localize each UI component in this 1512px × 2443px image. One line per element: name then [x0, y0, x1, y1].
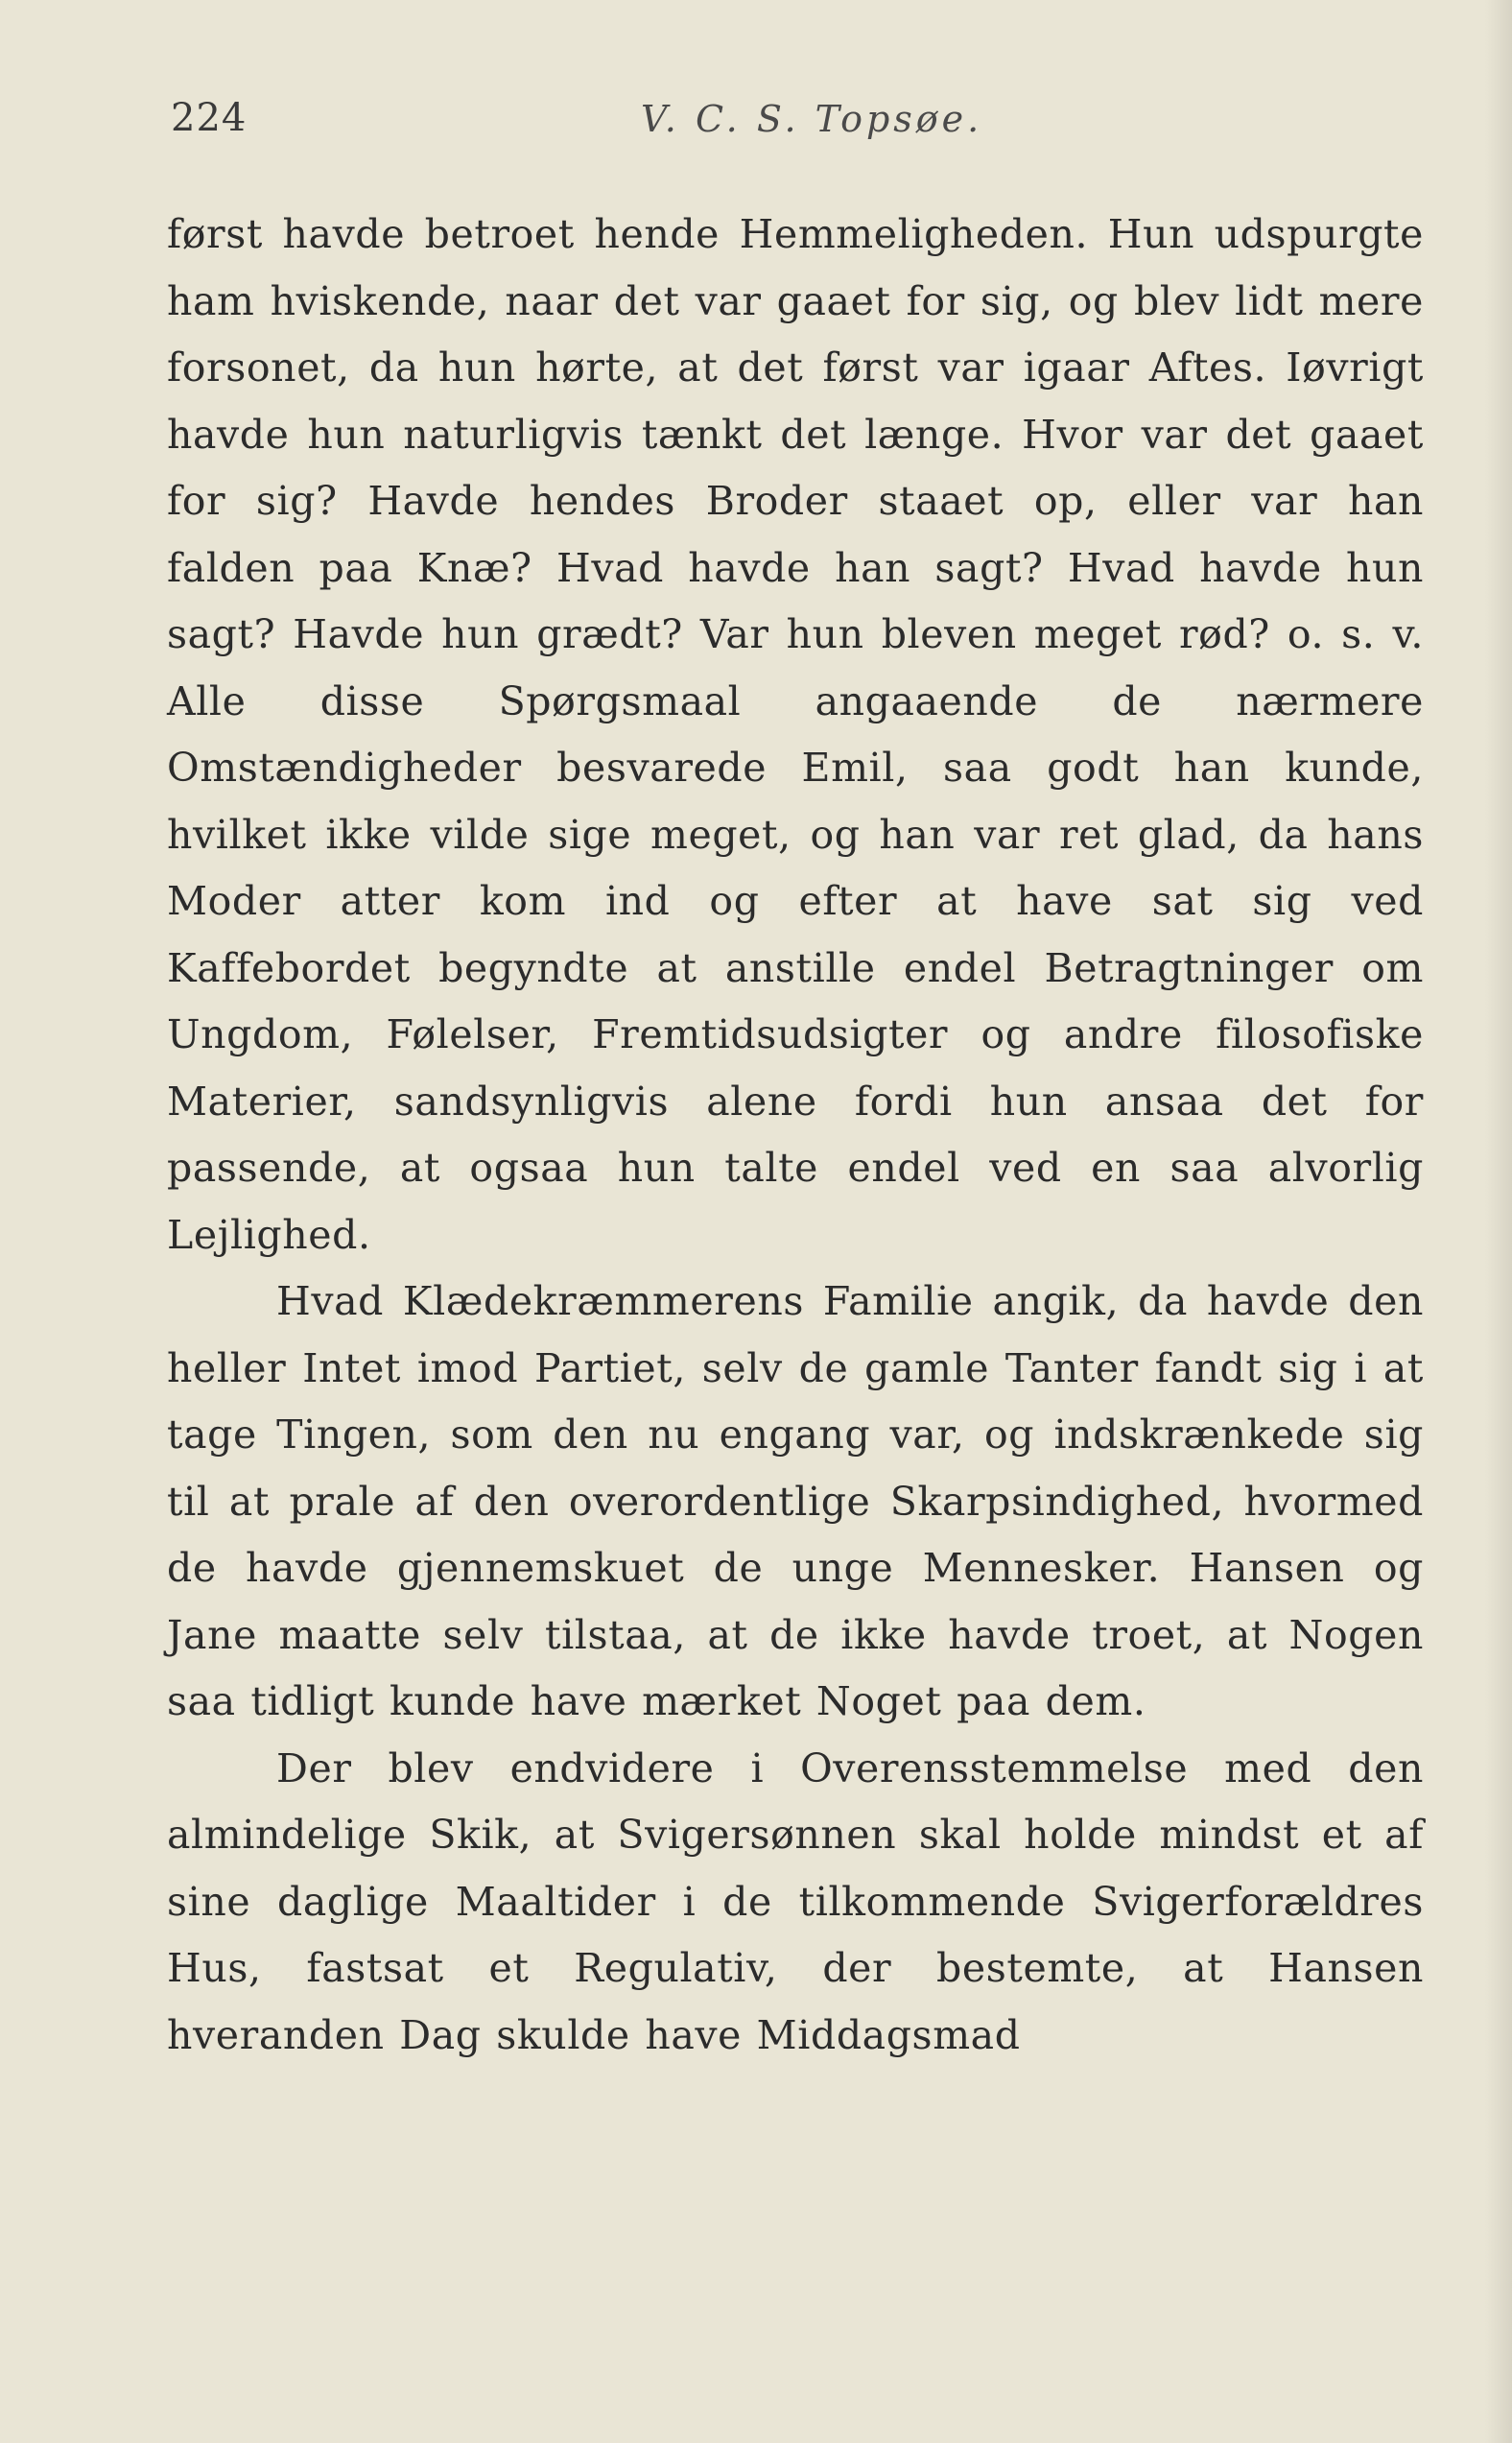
- paragraph: først havde betroet hende Hemmeligheden. Hun udspurgte ham hviskende, naar det var gaaet for sig, og blev lidt mere forsonet, da hun hørte, at det først var igaar Aftes. Iøvrigt havde hun naturligvis tænkt det længe. Hvor var det gaaet for sig? Havde hendes Broder staaet op, eller var han falden paa Knæ? Hvad havde han sagt? Hvad havde hun sagt? Havde hun grædt? Var hun bleven meget rød? o. s. v. Alle disse Spørgsmaal angaaende de nærmere Omstændigheder besvarede Emil, saa godt han kunde, hvilket ikke vilde sige meget, og han var ret glad, da hans Moder atter kom ind og efter at have sat sig ved Kaffebordet begyndte at anstille endel Betragtninger om Ungdom, Følelser, Fremtidsudsigter og andre filosofiske Materier, sandsynligvis alene fordi hun ansaa det for passende, at ogsaa hun talte endel ved en saa alvorlig Lejlighed.: [167, 211, 1424, 1258]
- paragraph: Der blev endvidere i Overensstemmelse med den almindelige Skik, at Svigersønnen skal holde mindst et af sine daglige Maaltider i de tilkommende Svigerforældres Hus, fastsat et Regulativ, der bestemte, at Hansen hveranden Dag skulde have Middagsmad: [167, 1744, 1424, 2058]
- page-header: [171, 96, 1428, 154]
- running-head: V. C. S. Topsøe.: [641, 98, 983, 140]
- body-text: [167, 202, 1424, 2069]
- page-number: 224: [171, 96, 248, 140]
- paragraph: Hvad Klædekræmmerens Familie angik, da havde den heller Intet imod Partiet, selv de gamle Tanter fandt sig i at tage Tingen, som den nu engang var, og indskrænkede sig til at prale af den overordentlige Skarpsindighed, hvormed de havde gjennemskuet de unge Mennesker. Hansen og Jane maatte selv tilstaa, at de ikke havde troet, at Nogen saa tidligt kunde have mærket Noget paa dem.: [167, 1278, 1424, 1724]
- page-edge-shadow: [1485, 0, 1512, 2443]
